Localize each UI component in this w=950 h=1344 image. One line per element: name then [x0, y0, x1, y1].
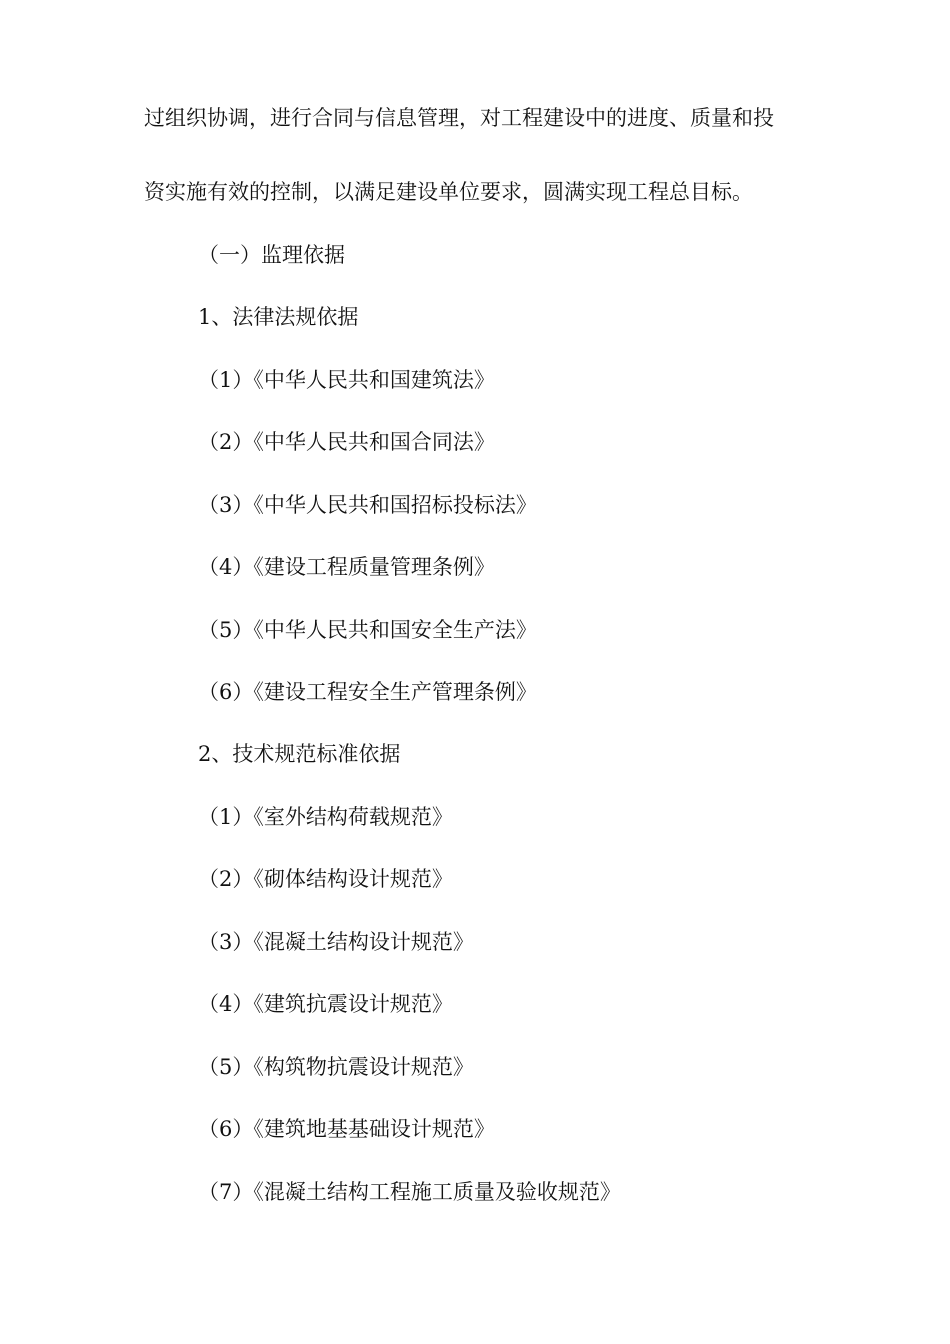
- standard-item: （7）《混凝土结构工程施工质量及验收规范》: [198, 1180, 621, 1204]
- paragraph-line-2: 资实施有效的控制，以满足建设单位要求，圆满实现工程总目标。: [144, 180, 753, 204]
- standard-item: （3）《混凝土结构设计规范》: [198, 930, 474, 954]
- law-item: （6）《建设工程安全生产管理条例》: [198, 680, 537, 704]
- section-heading: （一）监理依据: [198, 243, 345, 267]
- laws-heading: 1、法律法规依据: [198, 305, 359, 329]
- paragraph-line-1: 过组织协调，进行合同与信息管理，对工程建设中的进度、质量和投: [144, 106, 774, 130]
- standard-item: （1）《室外结构荷载规范》: [198, 805, 453, 829]
- law-item: （1）《中华人民共和国建筑法》: [198, 368, 495, 392]
- standard-item: （4）《建筑抗震设计规范》: [198, 992, 453, 1016]
- standards-heading: 2、技术规范标准依据: [198, 742, 401, 766]
- law-item: （2）《中华人民共和国合同法》: [198, 430, 495, 454]
- law-item: （5）《中华人民共和国安全生产法》: [198, 618, 537, 642]
- standard-item: （5）《构筑物抗震设计规范》: [198, 1055, 474, 1079]
- standard-item: （6）《建筑地基基础设计规范》: [198, 1117, 495, 1141]
- law-item: （4）《建设工程质量管理条例》: [198, 555, 495, 579]
- standard-item: （2）《砌体结构设计规范》: [198, 867, 453, 891]
- law-item: （3）《中华人民共和国招标投标法》: [198, 493, 537, 517]
